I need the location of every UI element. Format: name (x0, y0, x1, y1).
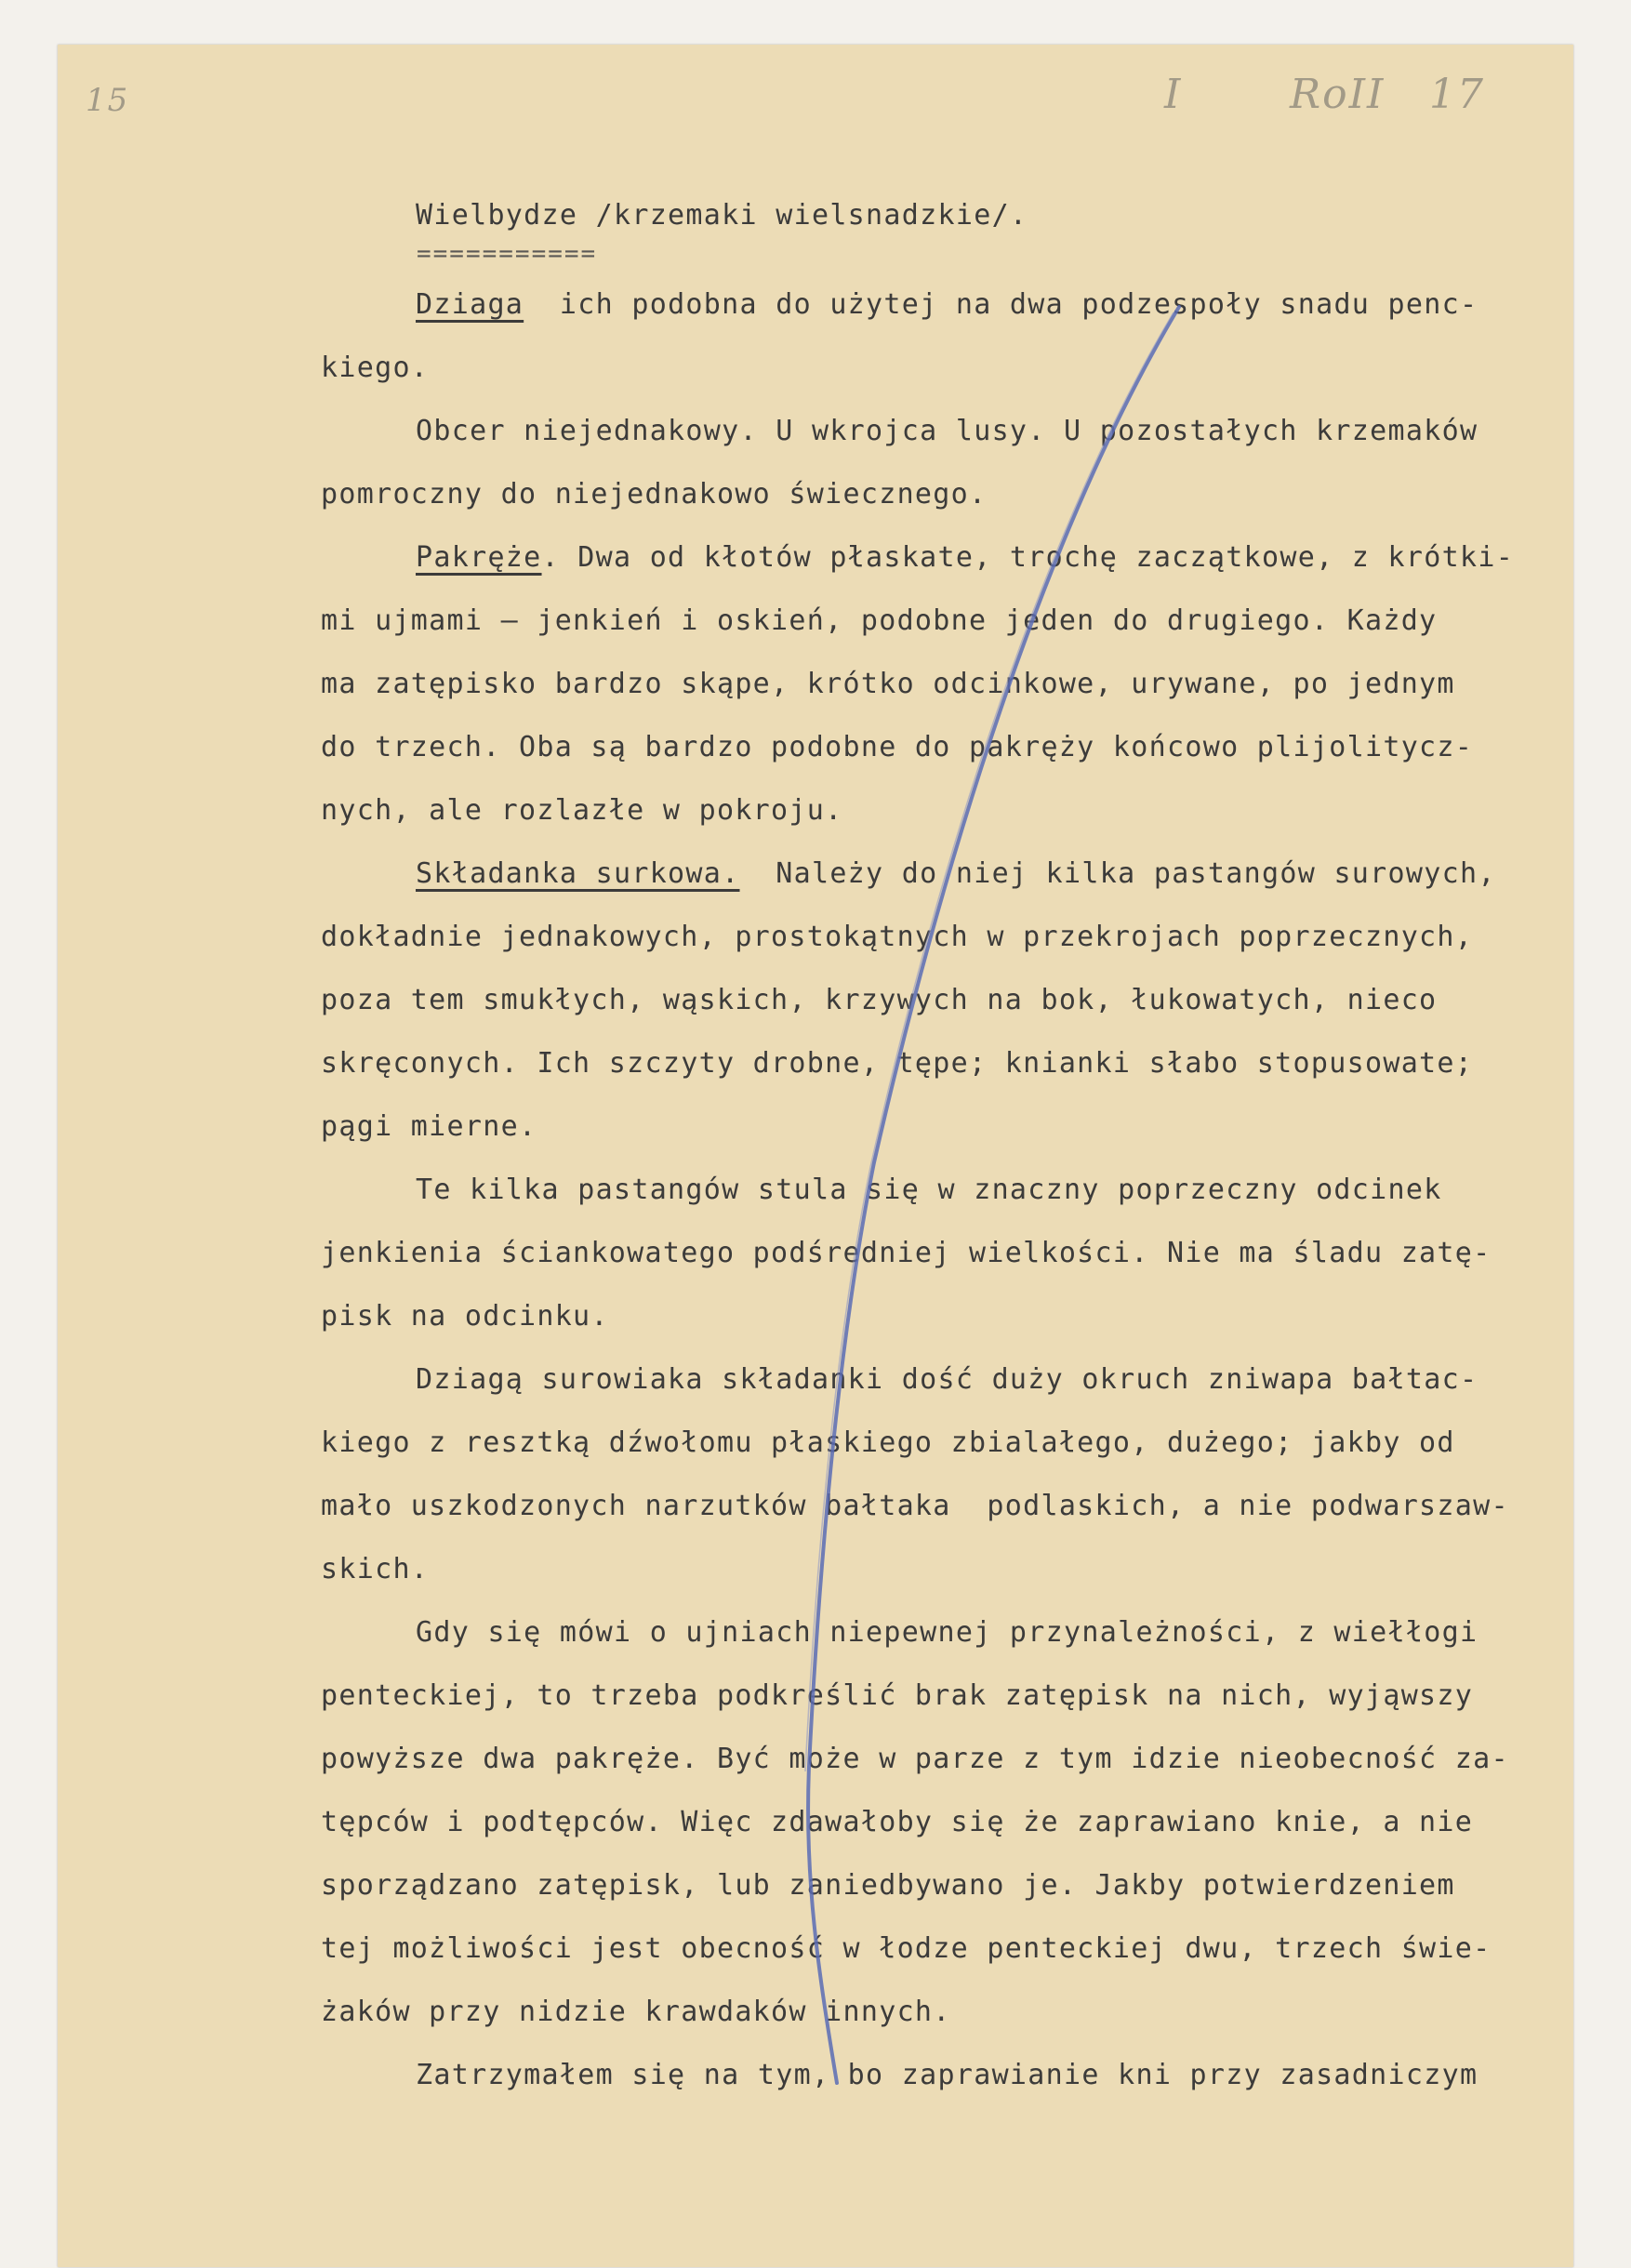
pencil-note-volume: I (1164, 71, 1183, 118)
text-line-11: poza tem smukłych, wąskich, krzywych na bok, łukowatych, nieco (321, 984, 1438, 1016)
text-line-8: nych, ale rozlazłe w pokroju. (321, 794, 843, 827)
text-line-7: do trzech. Oba są bardzo podobne do pakręży końcowo plijolitycz- (321, 731, 1474, 763)
text-line-0 (321, 286, 1478, 324)
text-line-21: Gdy się mówi o ujniach niepewnej przynależności, z wiełłogi (416, 1616, 1479, 1649)
line-0-rest: ich podobna do użytej na dwa podzespoły snadu penc- (524, 288, 1479, 321)
text-line-20: skich. (321, 1553, 430, 1585)
text-line-14: Te kilka pastangów stula się w znaczny poprzeczny odcinek (416, 1174, 1442, 1206)
text-line-19: mało uszkodzonych narzutków bałtaka podlaskich, a nie podwarszaw- (321, 1490, 1509, 1522)
underlined-heading-skladanka: Składanka surkowa. (416, 857, 740, 890)
underlined-heading-pakreze: Pakręże (416, 541, 542, 574)
text-line-1: kiego. (321, 351, 430, 384)
document-title: Wielbydze /krzemaki wielsnadzkie/. (416, 199, 1028, 232)
text-line-24: tępców i podtępców. Więc zdawałoby się że zaprawiano knie, a nie (321, 1806, 1474, 1838)
line-9-rest: Należy do niej kilka pastangów surowych, (739, 857, 1496, 890)
text-line-3: pomroczny do niejednakowo świecznego. (321, 478, 988, 511)
underlined-heading-dziaga: Dziaga (416, 288, 524, 321)
text-line-12: skręconych. Ich szczyty drobne, tępe; knianki słabo stopusowate; (321, 1047, 1474, 1080)
text-line-15: jenkienia ściankowatego podśredniej wielkości. Nie ma śladu zatę- (321, 1237, 1492, 1269)
text-line-22: penteckiej, to trzeba podkreślić brak zatępisk na nich, wyjąwszy (321, 1679, 1474, 1712)
text-line-23: powyższe dwa pakręże. Być może w parze z tym idzie nieobecność za- (321, 1743, 1509, 1775)
text-line-4 (321, 539, 1514, 577)
pencil-note-section: RoII (1290, 71, 1386, 118)
text-line-25: sporządzano zatępisk, lub zaniedbywano je. Jakby potwierdzeniem (321, 1869, 1455, 1902)
text-line-18: kiego z resztką dźwołomu płaskiego zbialałego, dużego; jakby od (321, 1426, 1455, 1459)
text-line-13: pągi mierne. (321, 1110, 537, 1143)
text-line-28: Zatrzymałem się na tym, bo zaprawianie kni przy zasadniczym (416, 2059, 1479, 2091)
title-double-underline: =========== (417, 240, 598, 268)
text-line-27: żaków przy nidzie krawdaków innych. (321, 1996, 951, 2028)
pencil-note-folio: 17 (1429, 71, 1485, 118)
text-line-26: tej możliwości jest obecność w łodze penteckiej dwu, trzech świe- (321, 1932, 1492, 1965)
text-line-2: Obcer niejednakowy. U wkrojca lusy. U pozostałych krzemaków (416, 415, 1479, 447)
line-4-rest: . Dwa od kłotów płaskate, trochę zaczątkowe, z krótki- (541, 541, 1515, 574)
text-line-9 (321, 855, 1496, 893)
text-line-16: pisk na odcinku. (321, 1300, 609, 1333)
text-line-5: mi ujmami — jenkień i oskień, podobne jeden do drugiego. Każdy (321, 604, 1438, 637)
text-line-10: dokładnie jednakowych, prostokątnych w przekrojach poprzecznych, (321, 921, 1474, 953)
pencil-page-number: 15 (86, 82, 130, 119)
text-line-17: Dziagą surowiaka składanki dość duży okruch zniwapa bałtac- (416, 1363, 1479, 1396)
text-line-6: ma zatępisko bardzo skąpe, krótko odcinkowe, urywane, po jednym (321, 668, 1455, 700)
